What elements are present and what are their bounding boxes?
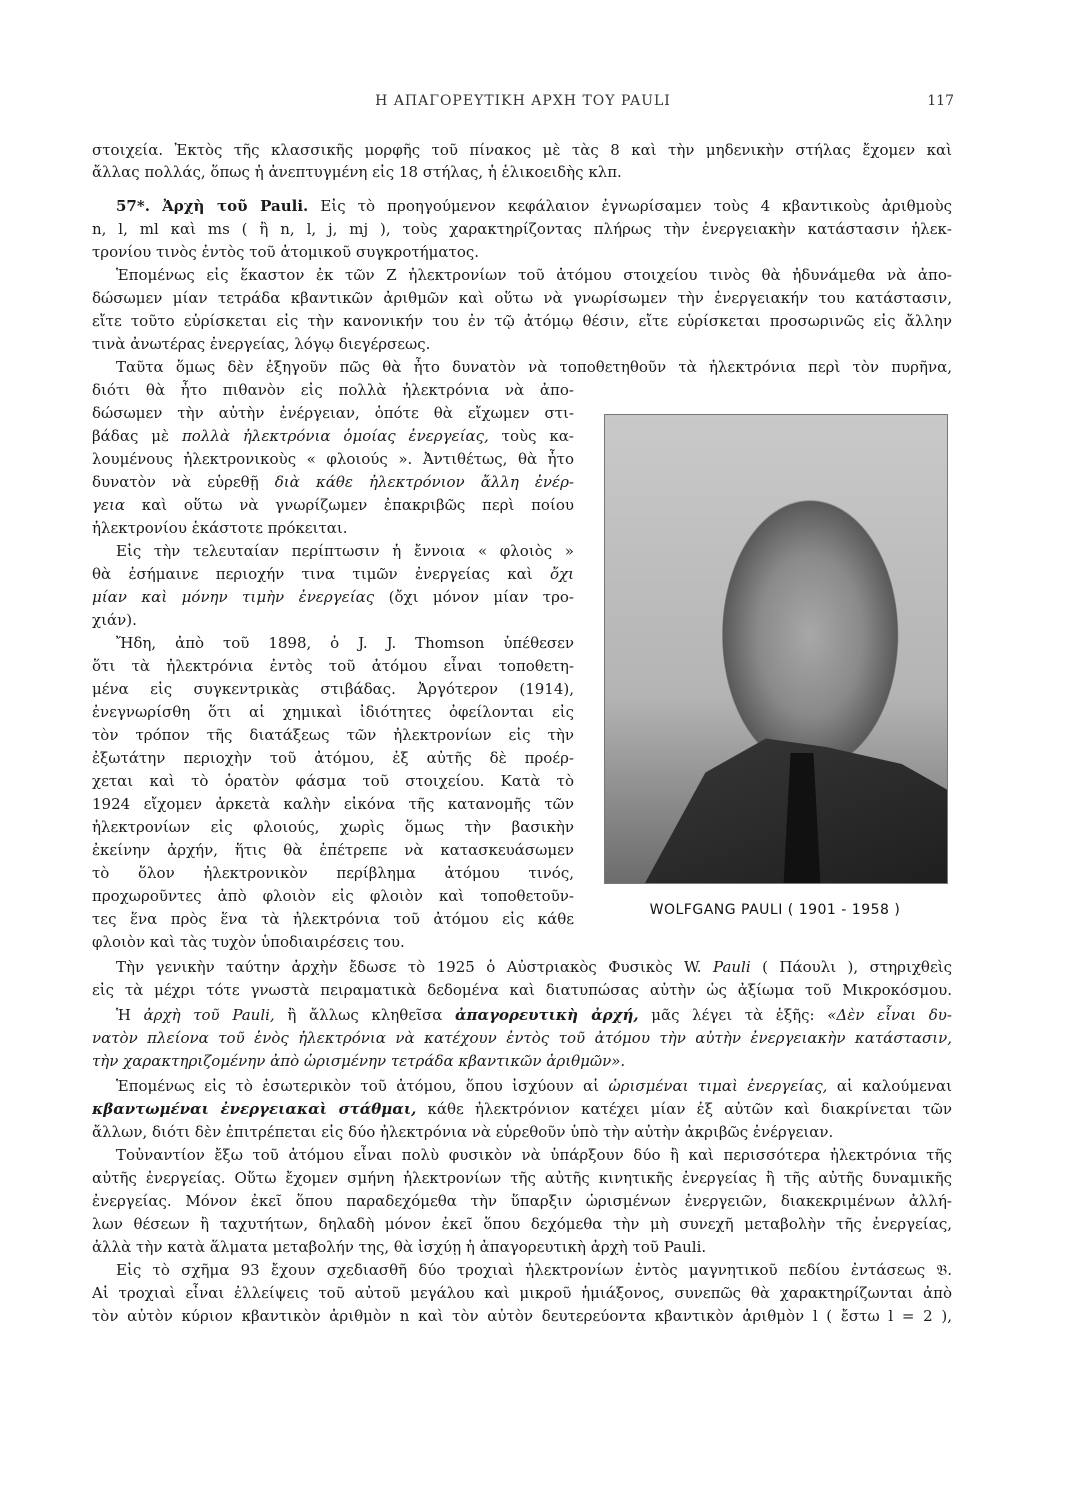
text-line: ἐνεργείας. Μόνον ἐκεῖ ὅπου παραδεχόμεθα τὴν ὕπαρξιν ὡρισμένων ἐνεργειῶν, διακεκριμένων ἀλλή-	[92, 1192, 952, 1210]
italic-span: Pauli	[713, 958, 751, 976]
text-line: ὅτι τὰ ἠλεκτρόνια ἐντὸς τοῦ ἀτόμου εἶναι τοποθετη-	[92, 657, 574, 675]
text-line	[92, 472, 574, 492]
text-line: στοιχεία. Ἐκτὸς τῆς κλασσικῆς μορφῆς τοῦ πίνακος μὲ τὰς 8 καὶ τὴν μηδενικὴν στήλας ἔχομεν καὶ	[92, 141, 952, 159]
text-span: Εἰς τὸ προηγούμενον κεφάλαιον ἐγνωρίσαμεν τοὺς 4 κβαντικοὺς ἀριθμοὺς	[320, 197, 952, 215]
section-heading-line	[92, 196, 952, 216]
text-span: δυνατὸν νὰ εὑρεθῇ	[92, 473, 259, 491]
text-line: αὐτῆς ἐνεργείας. Οὕτω ἔχομεν σμήνη ἠλεκτρονίων τῆς αὐτῆς κινητικῆς ἐνεργείας ἢ τῆς αὐτῆς δυναμικῆς	[92, 1169, 952, 1187]
text-span: κάθε ἠλεκτρόνιον κατέχει μίαν ἐξ αὐτῶν καὶ διακρίνεται τῶν	[427, 1100, 952, 1118]
text-line: τες ἕνα πρὸς ἕνα τὰ ἠλεκτρόνια τοῦ ἀτόμου εἰς κάθε	[92, 910, 574, 928]
text-line: προχωροῦντες ἀπὸ φλοιὸν εἰς φλοιὸν καὶ τοποθετοῦν-	[92, 887, 574, 905]
text-line: Ἤδη, ἀπὸ τοῦ 1898, ὁ J. J. Thomson ὑπέθεσεν	[116, 634, 574, 652]
text-line	[92, 426, 574, 446]
text-line: ἐξωτάτην περιοχὴν τοῦ ἀτόμου, ἐξ αὐτῆς δὲ προέρ-	[92, 749, 574, 767]
running-title: Η ΑΠΑΓΟΡΕΥΤΙΚΗ ΑΡΧΗ ΤΟΥ PAULI	[375, 93, 671, 109]
text-line: λουμένους ἠλεκτρονικοὺς « φλοιούς ». Ἀντιθέτως, θὰ ἦτο	[92, 450, 574, 468]
text-span: θὰ ἐσήμαινε περιοχήν τινα τιμῶν ἐνεργείας καὶ	[92, 565, 533, 583]
text-line: 1924 εἴχομεν ἀρκετὰ καλὴν εἰκόνα τῆς κατανομῆς τῶν	[92, 795, 574, 813]
bold-term: κβαντωμέναι ἐνεργειακαὶ στάθμαι,	[92, 1100, 417, 1118]
text-line: χεται καὶ τὸ ὁρατὸν φάσμα τοῦ στοιχείου. Κατὰ τὸ	[92, 772, 574, 790]
italic-span: διὰ κάθε ἠλεκτρόνιον ἄλλη ἐνέρ-	[274, 473, 574, 491]
text-span: Τὴν γενικὴν ταύτην ἀρχὴν ἔδωσε τὸ 1925 ὁ Αὐστριακὸς Φυσικὸς W.	[116, 958, 702, 976]
text-line: λων θέσεων ἢ ταχυτήτων, δηλαδὴ μόνον ἐκεῖ ὅπου δεχόμεθα τὴν μὴ συνεχῆ μεταβολὴν τῆς ἐνεργείας,	[92, 1215, 952, 1233]
text-line	[92, 1076, 952, 1096]
text-line: δώσωμεν μίαν τετράδα κβαντικῶν ἀριθμῶν καὶ οὕτω νὰ γνωρίσωμεν τὴν ἐνεργειακήν του κατάστασιν,	[92, 289, 952, 307]
running-header	[92, 93, 954, 117]
photo-caption: WOLFGANG PAULI ( 1901 - 1958 )	[649, 902, 901, 918]
text-line: Εἰς τὴν τελευταίαν περίπτωσιν ἡ ἔννοια « φλοιὸς »	[116, 542, 574, 560]
italic-span: ἀρχὴ τοῦ Pauli,	[143, 1006, 275, 1024]
text-line: διότι θὰ ἦτο πιθανὸν εἰς πολλὰ ἠλεκτρόνια νὰ ἀπο-	[92, 381, 574, 399]
text-span: βάδας μὲ	[92, 427, 170, 445]
italic-span: μίαν καὶ μόνην τιμὴν ἐνεργείας	[92, 588, 375, 606]
text-line: τρονίου τινὸς ἐντὸς τοῦ ἀτομικοῦ συγκροτήματος.	[92, 243, 480, 261]
text-line	[92, 1099, 952, 1119]
text-line: τινὰ ἀνωτέρας ἐνεργείας, λόγῳ διεγέρσεως.	[92, 335, 431, 353]
text-line: Αἱ τροχιαὶ εἶναι ἐλλείψεις τοῦ αὐτοῦ μεγάλου καὶ μικροῦ ἡμιάξονος, συνεπῶς θὰ χαρακτηρίζωνται ἀπὸ	[92, 1284, 952, 1302]
text-span: καὶ οὕτω νὰ γνωρίζωμεν ἐπακριβῶς περὶ ποίου	[141, 496, 574, 514]
text-span: Ἑπομένως εἰς τὸ ἐσωτερικὸν τοῦ ἀτόμου, ὅπου ἰσχύουν αἱ	[116, 1077, 600, 1095]
bold-term: ἀπαγορευτικὴ ἀρχή,	[455, 1006, 639, 1024]
text-line: Ἑπομένως εἰς ἕκαστον ἐκ τῶν Ζ ἠλεκτρονίων τοῦ ἀτόμου στοιχείου τινὸς θὰ ἠδυνάμεθα νὰ ἀπο-	[116, 266, 952, 284]
section-number: 57*.	[116, 197, 150, 215]
text-line: Εἰς τὸ σχῆμα 93 ἔχουν σχεδιασθῆ δύο τροχιαὶ ἠλεκτρονίων ἐντὸς μαγνητικοῦ πεδίου ἐντάσεως 𝔅.	[116, 1261, 952, 1279]
text-span: ( Πάουλι ), στηριχθεὶς	[762, 958, 952, 976]
text-line: χιάν).	[92, 611, 137, 629]
text-line: ἠλεκτρονίων εἰς φλοιούς, χωρὶς ὅμως τὴν βασικὴν	[92, 818, 574, 836]
text-line	[92, 1005, 952, 1025]
text-line: ἐνεγνωρίσθη ὅτι αἱ χημικαὶ ἰδιότητες ὀφείλονται εἰς	[92, 703, 574, 721]
text-line: ἐκείνην ἀρχήν, ἥτις θὰ ἐπέτρεπε νὰ κατασκευάσωμεν	[92, 841, 574, 859]
text-line: ἀλλὰ τὴν κατὰ ἅλματα μεταβολήν της, θὰ ἰσχύῃ ἡ ἀπαγορευτικὴ ἀρχὴ τοῦ Pauli.	[92, 1238, 707, 1256]
text-line: ἄλλων, διότι δὲν ἐπιτρέπεται εἰς δύο ἠλεκτρόνια νὰ εὑρεθοῦν ὑπὸ τὴν αὐτὴν ἀκριβῶς ἐνέργειαν.	[92, 1123, 834, 1141]
italic-span: «Δὲν εἶναι δυ-	[827, 1006, 952, 1024]
italic-span: ὡρισμέναι τιμαὶ ἐνεργείας,	[608, 1077, 828, 1095]
text-span: Ἡ	[116, 1006, 131, 1024]
text-line: ἄλλας πολλάς, ὅπως ἡ ἀνεπτυγμένη εἰς 18 στήλας, ἡ ἑλικοειδὴς κλπ.	[92, 163, 622, 181]
text-span: (ὄχι μόνον μίαν τρο-	[388, 588, 574, 606]
text-line: δώσωμεν τὴν αὐτὴν ἐνέργειαν, ὁπότε θὰ εἴχωμεν στι-	[92, 404, 574, 422]
text-span: τοὺς κα-	[501, 427, 574, 445]
text-span: ἢ ἄλλως κληθεῖσα	[287, 1006, 443, 1024]
text-line	[92, 495, 574, 515]
text-line: εἰς τὰ μέχρι τότε γνωστὰ πειραματικὰ δεδομένα καὶ διατυπώσας αὐτὴν ὡς ἀξίωμα τοῦ Μικροκόσμου.	[92, 981, 952, 999]
page-number: 117	[927, 93, 954, 109]
text-line: ἠλεκτρονίου ἑκάστοτε πρόκειται.	[92, 519, 348, 537]
section-title: Ἀρχὴ τοῦ Pauli.	[162, 197, 309, 215]
italic-span: ὄχι	[549, 565, 574, 583]
text-span: αἱ καλούμεναι	[836, 1077, 952, 1095]
portrait-photo	[604, 414, 948, 884]
text-line: τὸ ὅλον ἠλεκτρονικὸν περίβλημα ἀτόμου τινός,	[92, 864, 574, 882]
text-span: μᾶς λέγει τὰ ἑξῆς:	[651, 1006, 815, 1024]
text-line	[92, 957, 952, 977]
text-line: μένα εἰς συγκεντρικὰς στιβάδας. Ἀργότερον (1914),	[92, 680, 574, 698]
text-line: φλοιὸν καὶ τὰς τυχὸν ὑποδιαιρέσεις του.	[92, 933, 405, 951]
text-line: n, l, ml καὶ ms ( ἢ n, l, j, mj ), τοὺς χαρακτηρίζοντας πλήρως τὴν ἐνεργειακὴν κατάστασιν ἠλεκ-	[92, 220, 952, 238]
text-line: εἴτε τοῦτο εὑρίσκεται εἰς τὴν κανονικήν του ἐν τῷ ἀτόμῳ θέσιν, εἴτε εὑρίσκεται προσωρινῶς εἰς ἄλλην	[92, 312, 952, 330]
text-line: τὸν αὐτὸν κύριον κβαντικὸν ἀριθμὸν n καὶ τὸν αὐτὸν δευτερεύοντα κβαντικὸν ἀριθμὸν l ( ἔστω l = 2 ),	[92, 1307, 952, 1325]
text-line	[92, 564, 574, 584]
italic-span: πολλὰ ἠλεκτρόνια ὁμοίας ἐνεργείας,	[181, 427, 489, 445]
text-line: τὴν χαρακτηριζομένην ἀπὸ ὡρισμένην τετράδα κβαντικῶν ἀριθμῶν».	[92, 1052, 626, 1070]
text-line: Ταῦτα ὅμως δὲν ἐξηγοῦν πῶς θὰ ἦτο δυνατὸν νὰ τοποθετηθοῦν τὰ ἠλεκτρόνια περὶ τὸν πυρῆνα,	[116, 358, 952, 376]
italic-span: γεια	[92, 496, 126, 514]
text-line: νατὸν πλείονα τοῦ ἑνὸς ἠλεκτρόνια νὰ κατέχουν ἐντὸς τοῦ ἀτόμου τὴν αὐτὴν ἐνεργειακὴν κατάστασιν,	[92, 1029, 952, 1047]
text-line	[92, 587, 574, 607]
text-line: Τοὐναντίον ἔξω τοῦ ἀτόμου εἶναι πολὺ φυσικὸν νὰ ὑπάρξουν δύο ἢ καὶ περισσότερα ἠλεκτρόνια τῆς	[116, 1146, 952, 1164]
text-line: τὸν τρόπον τῆς διατάξεως τῶν ἠλεκτρονίων εἰς τὴν	[92, 726, 574, 744]
